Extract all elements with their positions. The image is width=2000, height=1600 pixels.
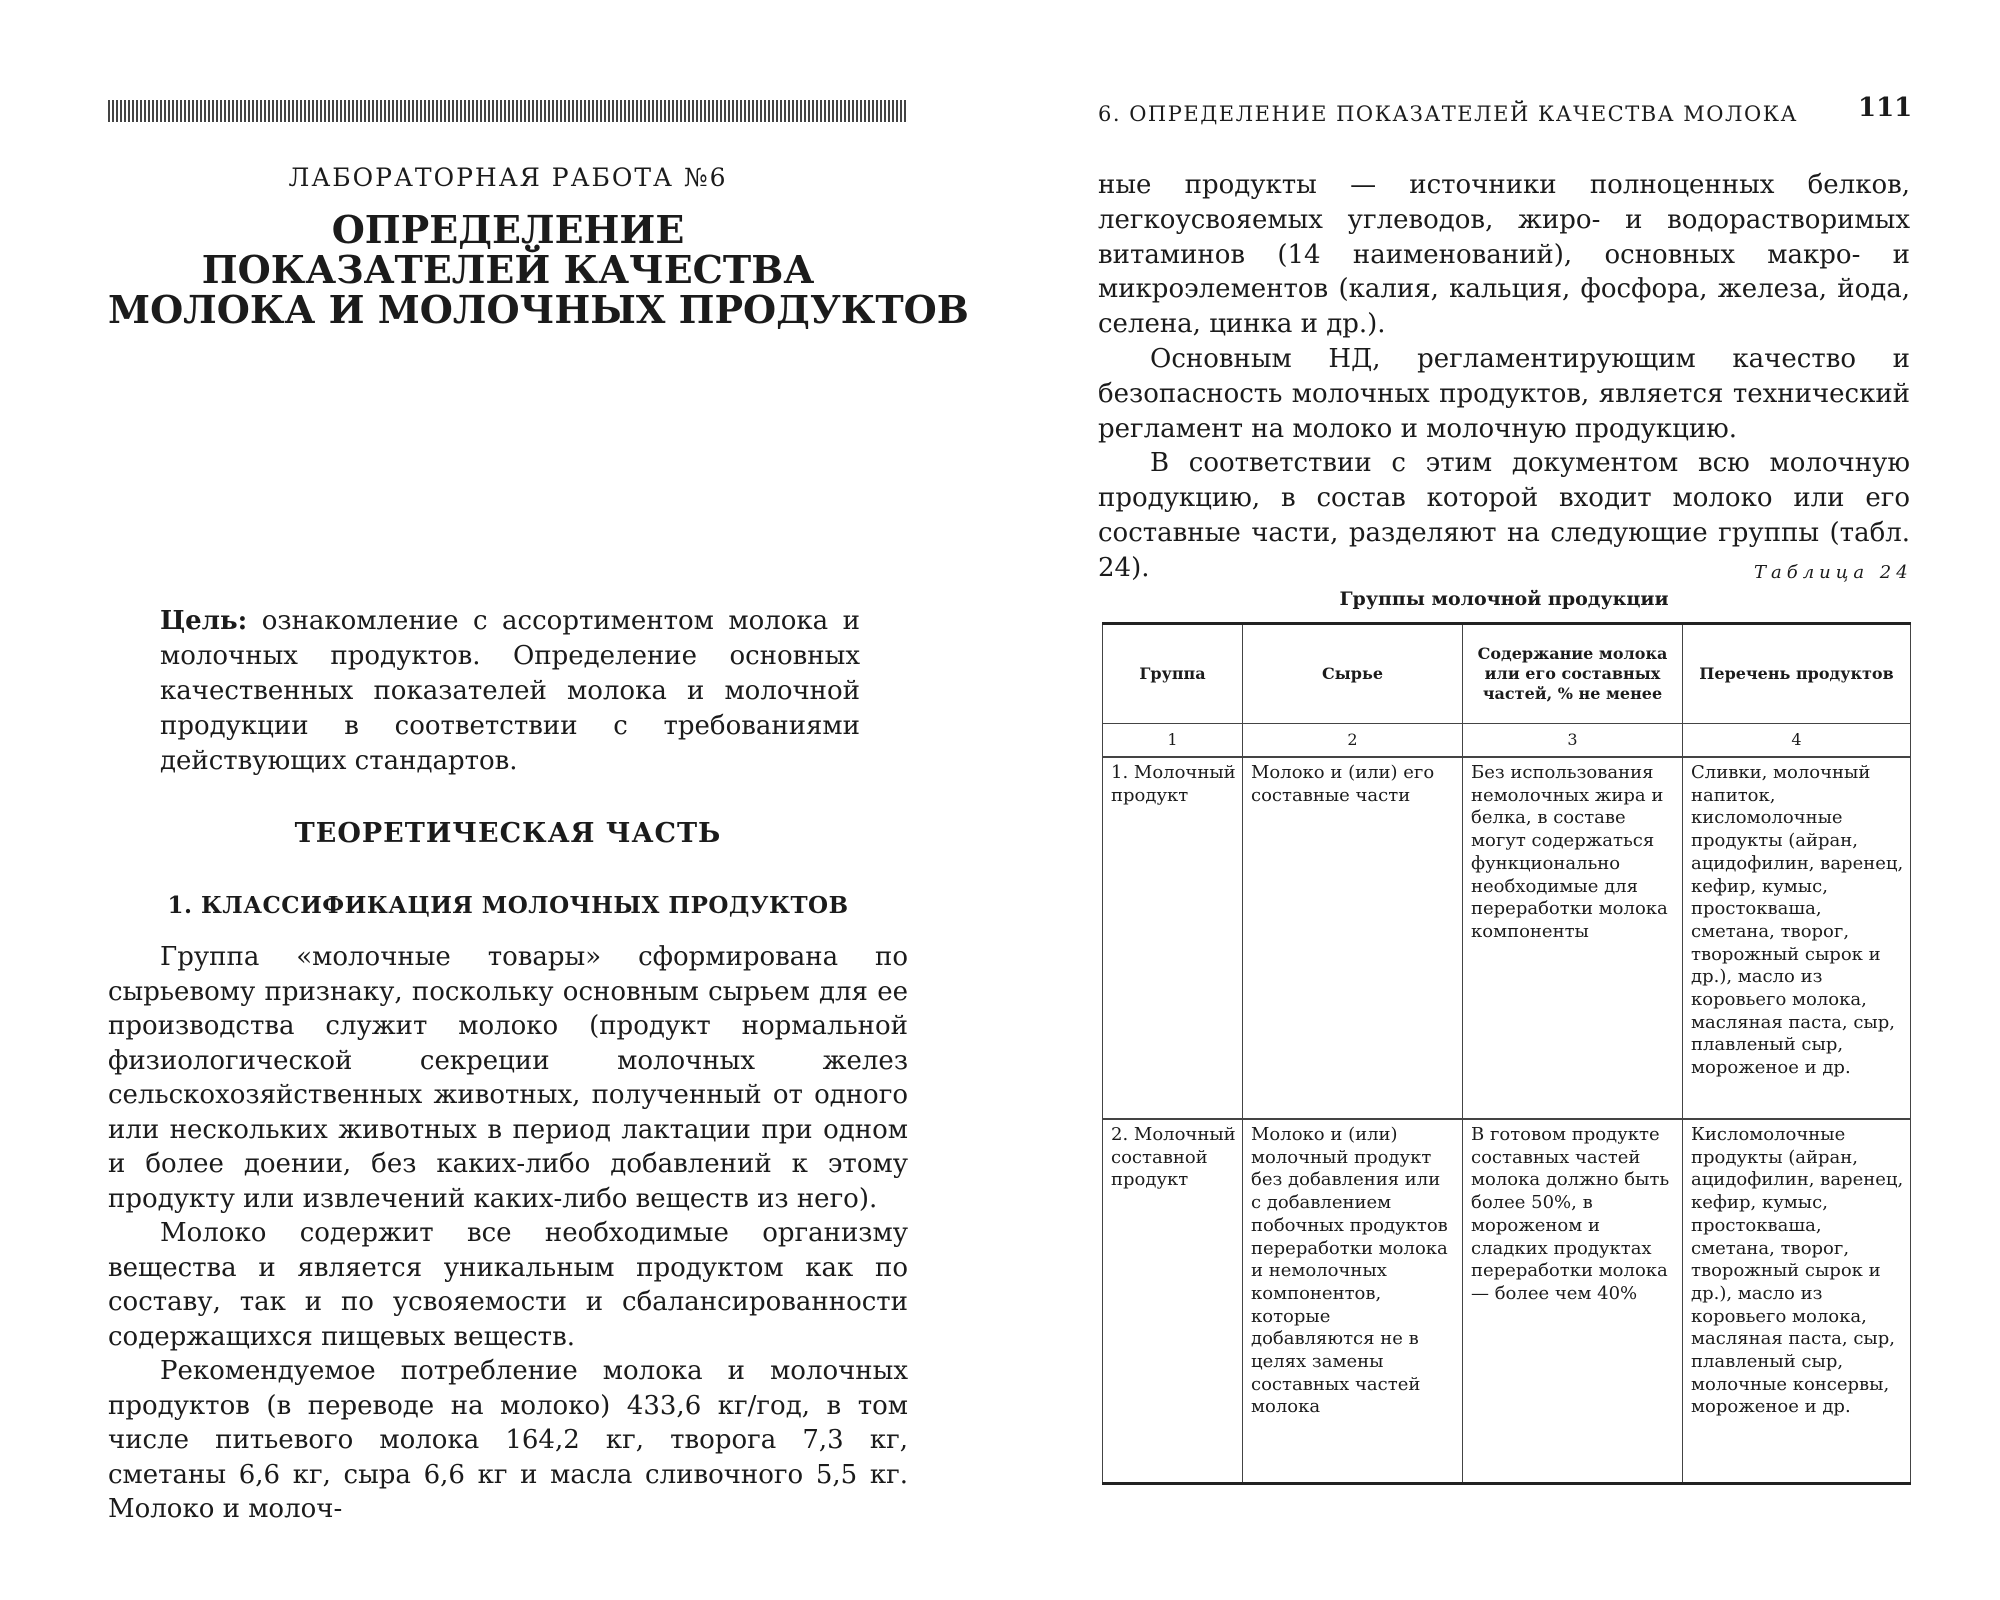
title-line: ОПРЕДЕЛЕНИЕ <box>331 207 685 252</box>
page-number: 111 <box>1858 93 1913 123</box>
table-cell: В готовом продукте составных частей молока должно быть более 50%, в мороженом и сладких продуктах переработки молока — более чем 40% <box>1463 1119 1683 1484</box>
section-title: ТЕОРЕТИЧЕСКАЯ ЧАСТЬ <box>294 818 722 849</box>
table-caption: Группы молочной продукции <box>1339 588 1669 610</box>
paragraph: ные продукты — источники полноценных белков, легкоусвояемых углеводов, жиро- и водорастворимых витаминов (14 наименований), основных макро- и микроэлементов (калия, кальция, фосфора, железа, йода, селена, цинка и др.). <box>1098 170 1910 340</box>
goal-text: ознакомление с ассортиментом молока и молочных продуктов. Определение основных качественных показателей молока и молочной продукции в соответствии с требованиями действующих стандартов. <box>160 606 860 776</box>
column-number: 2 <box>1243 724 1463 758</box>
groups-table <box>1102 622 1911 1485</box>
goal-label: Цель: <box>160 606 248 636</box>
right-page <box>1000 0 2000 1600</box>
header-rule <box>108 100 908 122</box>
goal-paragraph <box>160 604 860 779</box>
paragraph: В соответствии с этим документом всю молочную продукцию, в состав которой входит молоко или его составные части, разделяют на следующие группы (табл. 24). <box>1098 448 1910 583</box>
main-title <box>108 207 969 332</box>
table-header-row <box>1103 624 1911 724</box>
table-cell: Сливки, молочный напиток, кисломолочные продукты (айран, ацидофилин, варенец, кефир, кумыс, простокваша, сметана, творог, творожный сырок и др.), масло из коровьего молока, масляная паста, сыр, плавленый сыр, мороженое и др. <box>1683 757 1911 1119</box>
title-line: МОЛОКА И МОЛОЧНЫХ ПРОДУКТОВ <box>108 287 969 332</box>
column-number: 4 <box>1683 724 1911 758</box>
table-cell: Молоко и (или) его составные части <box>1243 757 1463 1119</box>
table-header-cell: Группа <box>1103 624 1243 724</box>
table-cell: Молоко и (или) молочный продукт без добавления или с добавлением побочных продуктов переработки молока и немолочных компонентов, которые добавляются не в целях замены составных частей молока <box>1243 1119 1463 1484</box>
lab-number: ЛАБОРАТОРНАЯ РАБОТА №6 <box>288 163 728 192</box>
table-cell: 2. Молочный составной продукт <box>1103 1119 1243 1484</box>
table-header-cell: Перечень продуктов <box>1683 624 1911 724</box>
table-row <box>1103 1119 1911 1484</box>
paragraph: Основным НД, регламентирующим качество и безопасность молочных продуктов, является технический регламент на молоко и молочную продукцию. <box>1098 343 1910 444</box>
table-header-cell: Содержание молока или его составных частей, % не менее <box>1463 624 1683 724</box>
paragraph: Рекомендуемое потребление молока и молочных продуктов (в переводе на молоко) 433,6 кг/год, в том числе питьевого молока 164,2 кг, творога 7,3 кг, сметаны 6,6 кг, сыра 6,6 кг и масла сливочного 5,5 кг. Молоко и молоч- <box>108 1356 908 1524</box>
left-body-text <box>108 940 908 1527</box>
column-number: 3 <box>1463 724 1683 758</box>
table-cell: Без использования немолочных жира и белка, в составе могут содержаться функционально необходимые для переработки молока компоненты <box>1463 757 1683 1119</box>
right-body-text <box>1098 168 1910 586</box>
table-label: Таблица 24 <box>1754 562 1913 583</box>
column-number-row <box>1103 724 1911 758</box>
table-header-cell: Сырье <box>1243 624 1463 724</box>
paragraph: Группа «молочные товары» сформирована по сырьевому признаку, поскольку основным сырьем для ее производства служит молоко (продукт нормальной физиологической секреции молочных желез сельскохозяйственных животных, полученный от одного или нескольких животных в период лактации при одном и более доении, без каких-либо добавлений к этому продукту или извлечений каких-либо веществ из него). <box>108 942 908 1214</box>
running-head: 6. ОПРЕДЕЛЕНИЕ ПОКАЗАТЕЛЕЙ КАЧЕСТВА МОЛОКА <box>1098 102 1798 126</box>
title-line: ПОКАЗАТЕЛЕЙ КАЧЕСТВА <box>201 247 815 292</box>
table-cell: 1. Молочный продукт <box>1103 757 1243 1119</box>
column-number: 1 <box>1103 724 1243 758</box>
paragraph: Молоко содержит все необходимые организму вещества и является уникальным продуктом как по составу, так и по усвояемости и сбалансированности содержащихся пищевых веществ. <box>108 1218 908 1352</box>
subsection-title: 1. КЛАССИФИКАЦИЯ МОЛОЧНЫХ ПРОДУКТОВ <box>167 892 849 919</box>
table-row <box>1103 757 1911 1119</box>
table-cell: Кисломолочные продукты (айран, ацидофилин, варенец, кефир, кумыс, простокваша, сметана, творог, творожный сырок и др.), масло из коровьего молока, масляная паста, сыр, плавленый сыр, молочные консервы, мороженое и др. <box>1683 1119 1911 1484</box>
